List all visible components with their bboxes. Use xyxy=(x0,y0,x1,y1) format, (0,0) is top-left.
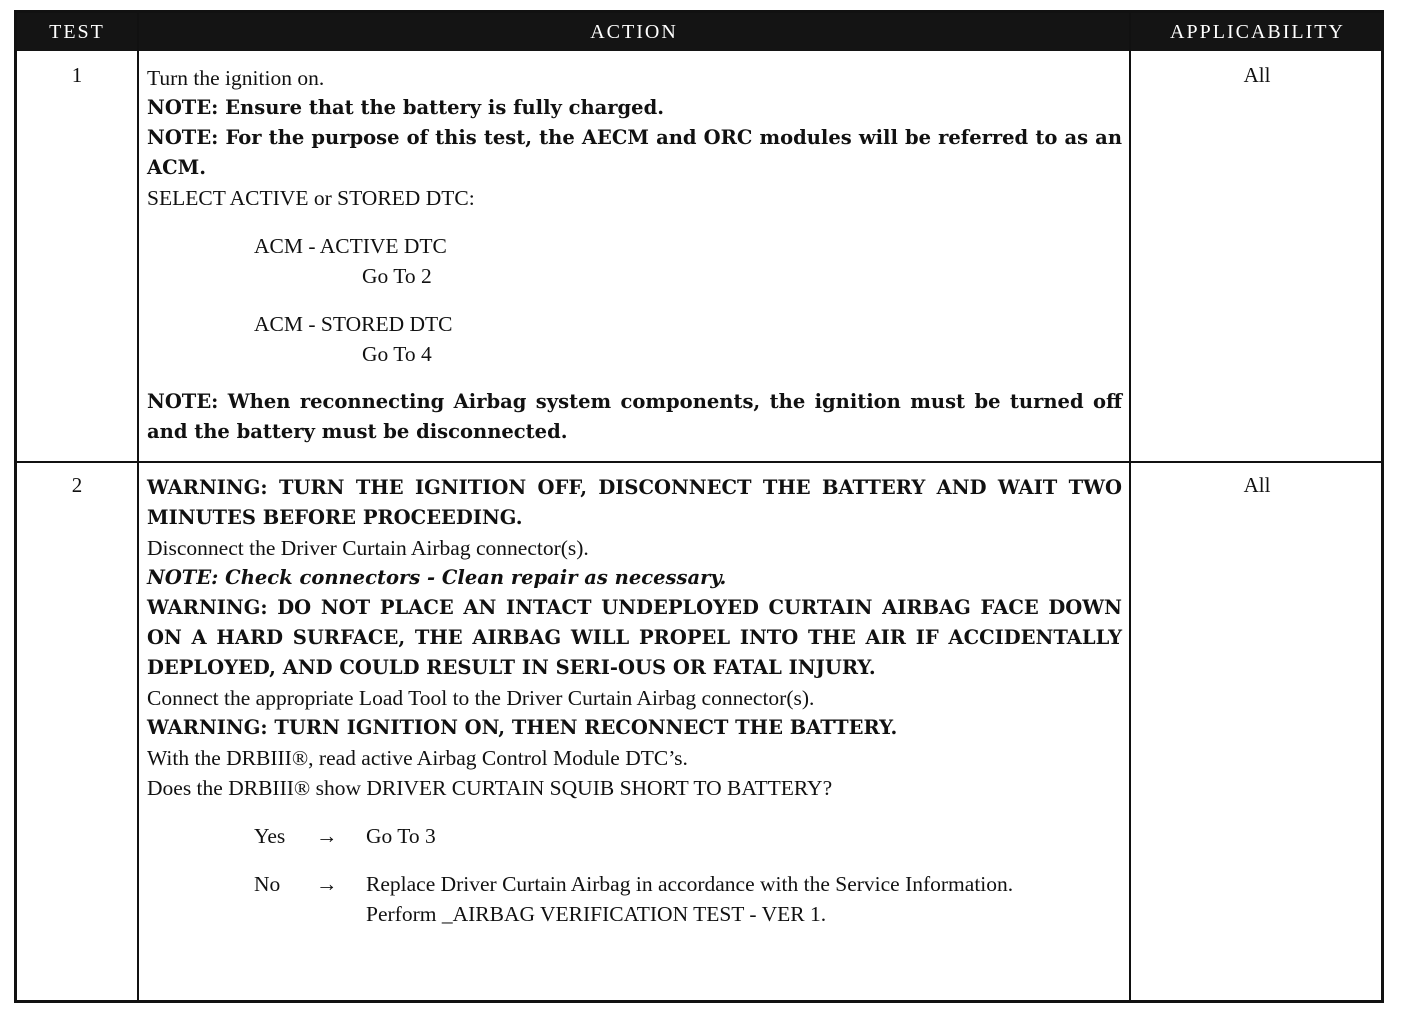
warning: WARNING: TURN IGNITION ON, THEN RECONNECT THE BATTERY. xyxy=(147,716,898,739)
note: NOTE: Ensure that the battery is fully charged. xyxy=(147,96,665,119)
arrow-right-icon: → xyxy=(316,824,338,848)
note: NOTE: When reconnecting Airbag system components, the ignition must be turned off and the battery must be disconnected. xyxy=(147,390,1122,443)
row-1-applicability: All xyxy=(1243,63,1271,87)
action-step: Connect the appropriate Load Tool to the Driver Curtain Airbag connector(s). xyxy=(147,686,815,710)
answer-no-perform: Perform _AIRBAG VERIFICATION TEST - VER 1. xyxy=(366,902,827,926)
arrow-right-icon: → xyxy=(316,872,338,896)
answer-no xyxy=(254,869,1122,929)
option-label: ACM - ACTIVE DTC xyxy=(254,234,447,258)
column-divider xyxy=(137,13,139,1000)
action-step: SELECT ACTIVE or STORED DTC: xyxy=(147,186,475,210)
header-applicability: APPLICABILITY xyxy=(1131,13,1384,51)
row-1-test-number: 1 xyxy=(71,63,83,87)
row-2-applicability: All xyxy=(1243,473,1271,497)
answer-no-result: Replace Driver Curtain Airbag in accordance with the Service Information. xyxy=(366,872,1014,896)
action-step: With the DRBIII®, read active Airbag Control Module DTC’s. xyxy=(147,746,688,770)
column-divider xyxy=(1129,13,1131,1000)
row-2-test-number: 2 xyxy=(71,473,83,497)
row-1-action xyxy=(147,63,1122,447)
row-2-action xyxy=(147,473,1122,929)
note: NOTE: Check connectors - Clean repair as necessary. xyxy=(147,566,727,589)
goto-link: Go To 3 xyxy=(366,824,436,848)
action-step: Disconnect the Driver Curtain Airbag connector(s). xyxy=(147,536,589,560)
warning: WARNING: DO NOT PLACE AN INTACT UNDEPLOYED CURTAIN AIRBAG FACE DOWN ON A HARD SURFACE, THE AIRBAG WILL PROPEL INTO THE AIR IF ACCIDENTALLY DEPLOYED, AND COULD RESULT IN SERI-OUS OR FATAL INJURY. xyxy=(147,596,1122,679)
answer-yes xyxy=(254,821,1122,851)
header-test: TEST xyxy=(17,13,137,51)
option-label: ACM - STORED DTC xyxy=(254,312,453,336)
note: NOTE: For the purpose of this test, the AECM and ORC modules will be referred to as an ACM. xyxy=(147,126,1122,179)
answer-yes-label: Yes xyxy=(254,824,286,848)
question: Does the DRBIII® show DRIVER CURTAIN SQUIB SHORT TO BATTERY? xyxy=(147,776,833,800)
action-step: Turn the ignition on. xyxy=(147,66,325,90)
goto-link: Go To 4 xyxy=(362,342,432,366)
answer-no-label: No xyxy=(254,872,281,896)
warning: WARNING: TURN THE IGNITION OFF, DISCONNECT THE BATTERY AND WAIT TWO MINUTES BEFORE PROCEEDING. xyxy=(147,476,1122,529)
header-action: ACTION xyxy=(139,13,1129,51)
test-procedure-table xyxy=(14,10,1384,1003)
row-divider xyxy=(17,461,1381,463)
goto-link: Go To 2 xyxy=(362,264,432,288)
